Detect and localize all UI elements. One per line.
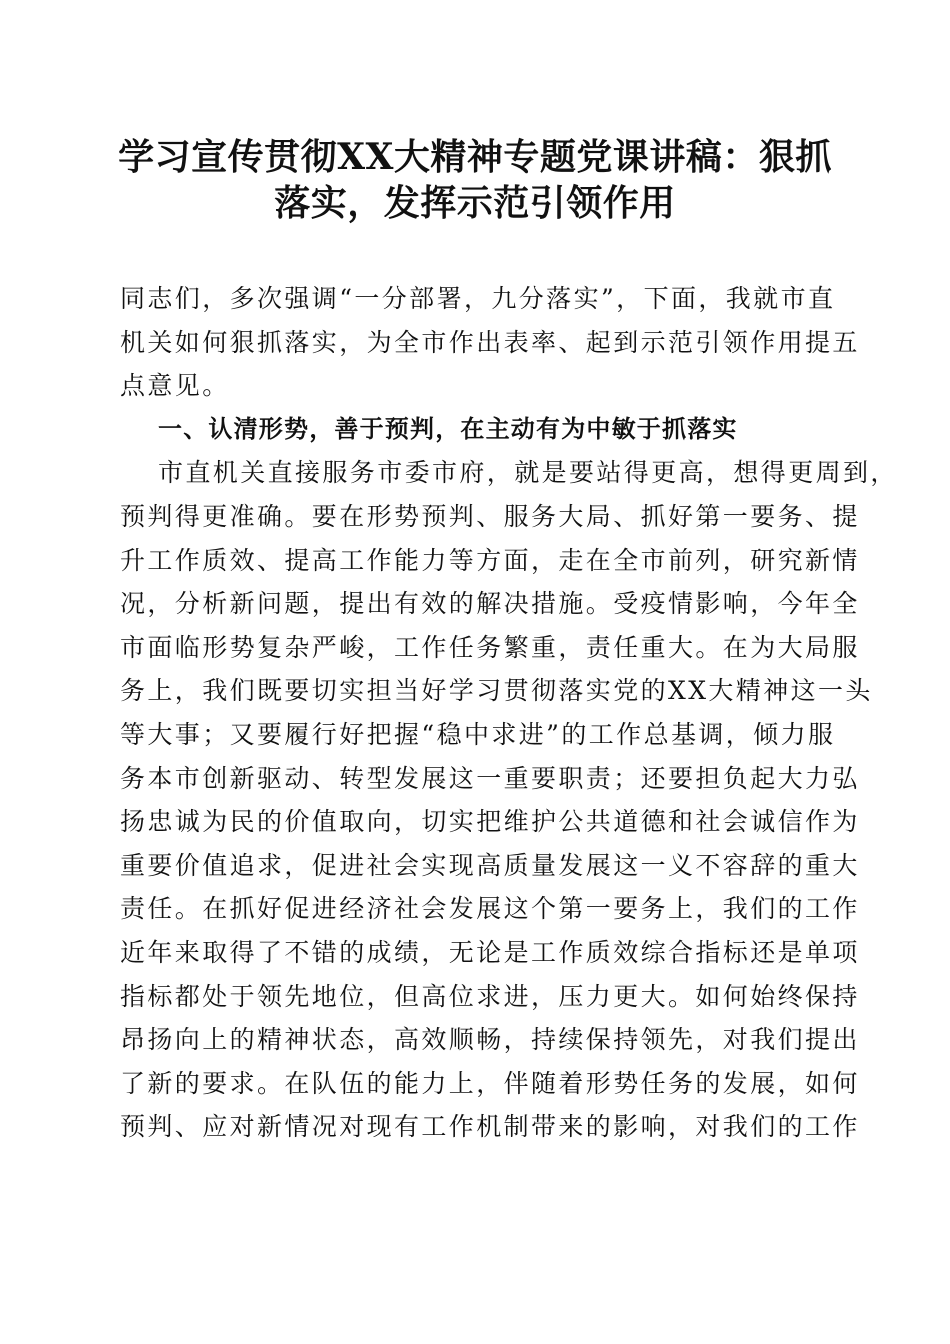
section-paragraph-line: 昂扬向上的精神状态，高效顺畅，持续保持领先，对我们提出 (120, 1025, 860, 1055)
section-paragraph-line: 等大事；又要履行好把握“稳中求进”的工作总基调，倾力服 (120, 719, 836, 749)
section-paragraph-line: 升工作质效、提高工作能力等方面，走在全市前列，研究新情 (120, 545, 860, 575)
section-paragraph-line: 重要价值追求，促进社会实现高质量发展这一义不容辞的重大 (120, 850, 860, 880)
section-paragraph-line: 近年来取得了不错的成绩，无论是工作质效综合指标还是单项 (120, 937, 860, 967)
section-paragraph-line: 务本市创新驱动、转型发展这一重要职责；还要担负起大力弘 (120, 763, 860, 793)
title-line-2: 落实，发挥示范引领作用 (274, 182, 676, 224)
section-paragraph-line: 务上，我们既要切实担当好学习贯彻落实党的XX大精神这一头 (120, 676, 873, 706)
intro-paragraph-line: 同志们，多次强调“一分部署，九分落实”，下面，我就市直 (120, 284, 836, 313)
intro-paragraph-line: 机关如何狠抓落实，为全市作出表率、起到示范引领作用提五 (120, 327, 860, 357)
section-paragraph-line: 预判得更准确。要在形势预判、服务大局、抓好第一要务、提 (120, 501, 860, 531)
document-body (120, 277, 898, 1149)
title-line-1: 学习宣传贯彻XX大精神专题党课讲稿：狠抓 (118, 136, 832, 178)
section-paragraph-line: 市直机关直接服务市委市府，就是要站得更高，想得更周到， (158, 458, 898, 488)
section-heading: 一、认清形势，善于预判，在主动有为中敏于抓落实 (158, 414, 738, 443)
section-paragraph-line: 责任。在抓好促进经济社会发展这个第一要务上，我们的工作 (120, 894, 860, 924)
section-paragraph-line: 指标都处于领先地位，但高位求进，压力更大。如何始终保持 (120, 981, 860, 1011)
section-paragraph-line: 预判、应对新情况对现有工作机制带来的影响，对我们的工作 (120, 1112, 860, 1142)
section-paragraph-line: 况，分析新问题，提出有效的解决措施。受疫情影响，今年全 (120, 589, 860, 619)
document-title (100, 134, 850, 226)
section-paragraph-line: 扬忠诚为民的价值取向，切实把维护公共道德和社会诚信作为 (120, 807, 860, 837)
section-paragraph-line: 了新的要求。在队伍的能力上，伴随着形势任务的发展，如何 (120, 1068, 860, 1098)
intro-paragraph-line: 点意见。 (120, 371, 230, 401)
section-paragraph-line: 市面临形势复杂严峻，工作任务繁重，责任重大。在为大局服 (120, 632, 860, 662)
